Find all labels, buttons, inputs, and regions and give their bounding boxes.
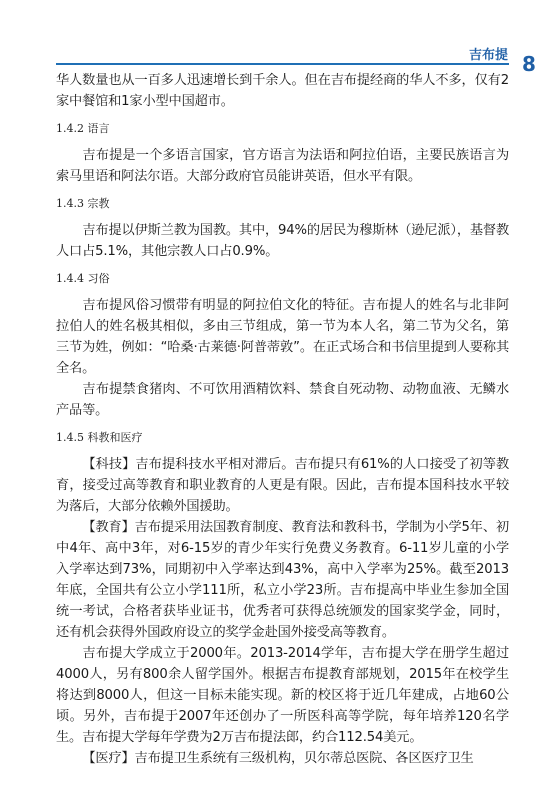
section-heading-religion: 1.4.3 宗教 — [56, 197, 110, 210]
education-paragraph: 【教育】吉布提采用法国教育制度、教育法和教科书，学制为小学5年、初中4年、高中3年，对6-15岁的青少年实行免费义务教育。6-11岁儿童的小学入学率达到73%，同期初中入学率达到43%，高中入学率为25%。截至2013年底，全国共有公立小学111所，私立小学23所。吉布提高中毕业生参加全国统一考试，合格者获毕业证书，优秀者可获得总统颁发的国家奖学金，同时，还有机会获得外国政府设立的奖学金赴国外接受高等教育。 — [56, 520, 509, 640]
intro-paragraph: 华人数量也从一百多人迅速增长到千余人。但在吉布提经商的华人不多，仅有2家中餐馆和1家小型中国超市。 — [56, 73, 509, 109]
page-number: 8 — [522, 52, 536, 76]
science-paragraph: 【科技】吉布提科技水平相对滞后。吉布提只有61%的人口接受了初等教育，接受过高等教育和职业教育的人更是有限。因此，吉布提本国科技水平较为落后，大部分依赖外国援助。 — [56, 457, 509, 514]
section-heading-customs: 1.4.4 习俗 — [56, 272, 110, 285]
section-heading-education-health: 1.4.5 科教和医疗 — [56, 431, 143, 444]
running-header-title: 吉布提 — [468, 48, 508, 63]
university-paragraph: 吉布提大学成立于2000年。2013-2014学年，吉布提大学在册学生超过4000人，另有800余人留学国外。根据吉布提教育部规划，2015年在校学生将达到8000人，但这一目标未能实现。新的校区将于近几年建成，占地60公顷。另外，吉布提于2007年还创办了一所医科高等学院，每年培养120名学生。吉布提大学每年学费为2万吉布提法郎，约合112.54美元。 — [56, 646, 509, 745]
religion-paragraph: 吉布提以伊斯兰教为国教。其中，94%的居民为穆斯林（逊尼派），基督教人口占5.1%，其他宗教人口占0.9%。 — [56, 223, 509, 259]
section-heading-language: 1.4.2 语言 — [56, 122, 110, 135]
health-paragraph: 【医疗】吉布提卫生系统有三级机构，贝尔蒂总医院、各区医疗卫生 — [82, 751, 474, 766]
language-paragraph: 吉布提是一个多语言国家，官方语言为法语和阿拉伯语，主要民族语言为索马里语和阿法尔语。大部分政府官员能讲英语，但水平有限。 — [56, 148, 509, 184]
header-divider — [56, 63, 509, 65]
page-body — [56, 70, 509, 769]
customs-paragraph-names: 吉布提风俗习惯带有明显的阿拉伯文化的特征。吉布提人的姓名与北非阿拉伯人的姓名极其相似，多由三节组成，第一节为本人名，第二节为父名，第三节为姓，例如：“哈桑·古莱德·阿普蒂敦”。在正式场合和书信里提到人要称其全名。 — [56, 298, 509, 376]
customs-paragraph-diet: 吉布提禁食猪肉、不可饮用酒精饮料、禁食自死动物、动物血液、无鳞水产品等。 — [56, 382, 509, 418]
